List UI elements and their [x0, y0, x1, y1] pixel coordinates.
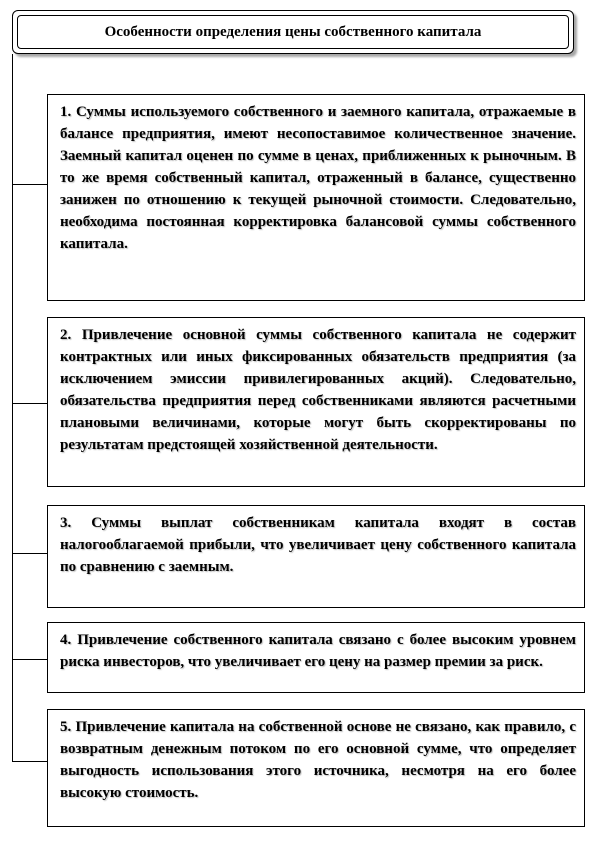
- connector-branch-5: [12, 761, 47, 762]
- feature-box-2: 2. Привлечение основной суммы собственного капитала не содержит контрактных или иных фиксированных обязательств предприятия (за исключением эмиссии привилегированных акций). Следовательно, обязательства предприятия перед собственниками являются расчетными плановыми величинами, которые могут быть скорректированы по результатам предстоящей хозяйственной деятельности.: [47, 317, 585, 487]
- connector-branch-2: [12, 403, 47, 404]
- page-title: Особенности определения цены собственного капитала: [17, 15, 569, 49]
- connector-trunk: [12, 54, 13, 762]
- connector-branch-1: [12, 184, 47, 185]
- connector-branch-3: [12, 553, 47, 554]
- connector-branch-4: [12, 659, 47, 660]
- title-box: [12, 10, 574, 54]
- feature-box-3: 3. Суммы выплат собственникам капитала входят в состав налогооблагаемой прибыли, что увеличивает цену собственного капитала по сравнению с заемным.: [47, 505, 585, 608]
- feature-box-5: 5. Привлечение капитала на собственной основе не связано, как правило, с возвратным денежным потоком по его основной сумме, что определяет выгодность использования этого источника, несмотря на его более высокую стоимость.: [47, 709, 585, 827]
- feature-box-4: 4. Привлечение собственного капитала связано с более высоким уровнем риска инвесторов, что увеличивает его цену на размер премии за риск.: [47, 622, 585, 693]
- feature-box-1: 1. Суммы используемого собственного и заемного капитала, отражаемые в балансе предприятия, имеют несопоставимое количественное значение. Заемный капитал оценен по сумме в ценах, приближенных к рыночным. В то же время собственный капитал, отраженный в балансе, существенно занижен по отношению к текущей рыночной стоимости. Следовательно, необходима постоянная корректировка балансовой суммы собственного капитала.: [47, 94, 585, 301]
